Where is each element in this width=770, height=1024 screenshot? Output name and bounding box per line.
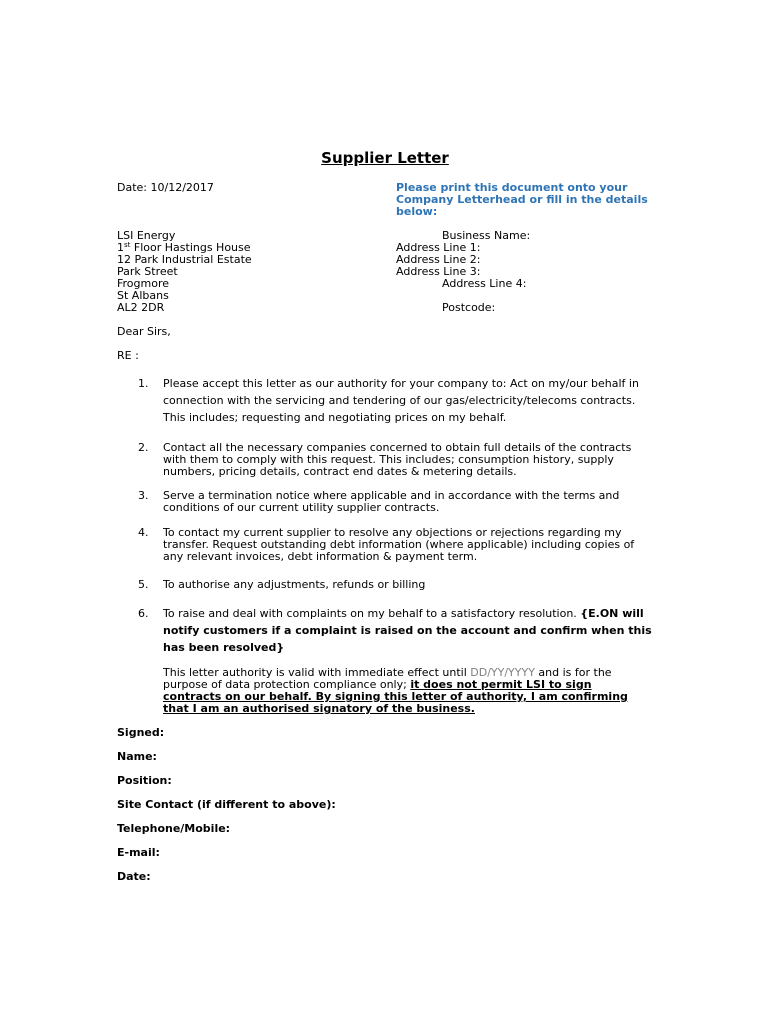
authority-text: and is for the [534,666,612,679]
address-line: 12 Park Industrial Estate [117,253,252,266]
item-line: To authorise any adjustments, refunds or billing [163,578,426,591]
position-field: Position: [117,774,172,787]
address-line: St Albans [117,289,169,302]
item-number: 5. [138,578,149,591]
name-field: Name: [117,750,157,763]
floor-rest: Floor Hastings House [130,241,251,254]
item-text [163,605,658,656]
ordinal-suffix: st [124,241,131,249]
authority-emphasis: it does not permit LSI to sign [410,678,592,691]
business-name-field: Business Name: [442,229,531,242]
item-line: Please accept this letter as our authority for your company to: Act on my/our behalf in [163,377,639,390]
date-field: Date: [117,870,151,883]
item-number: 4. [138,526,149,539]
authority-emphasis: contracts on our behalf. By signing this letter of authority, I am confirming [163,690,628,703]
telephone-field: Telephone/Mobile: [117,822,231,835]
re-line: RE : [117,349,139,362]
address-line: Frogmore [117,277,170,290]
item-line: has been resolved} [163,641,285,654]
letter-date: Date: 10/12/2017 [117,181,214,194]
item-text [163,490,658,514]
site-contact-field: Site Contact (if different to above): [117,798,336,811]
address-line-3-field: Address Line 3: [396,265,481,278]
item-number: 3. [138,489,149,502]
signed-field: Signed: [117,726,165,739]
item-line: transfer. Request outstanding debt information (where applicable) including copies of [163,538,635,551]
recipient-postcode: AL2 2DR [117,301,165,314]
item-line: Contact all the necessary companies concerned to obtain full details of the contracts [163,441,632,454]
address-line: Park Street [117,265,178,278]
item-line: any relevant invoices, debt information & payment term. [163,550,478,563]
instruction-line: Company Letterhead or fill in the details [396,193,648,206]
date-placeholder: DD/YY/YYYY [470,666,535,679]
item-text [163,442,658,478]
item-line: connection with the servicing and tendering of our gas/electricity/telecoms contracts. [163,394,636,407]
item-number: 6. [138,607,149,620]
item-line: This includes; requesting and negotiating prices on my behalf. [163,411,507,424]
item-text [163,579,658,591]
item-text [163,527,658,563]
item-line [163,605,658,622]
item-bold-text: {E.ON will [580,607,644,620]
authority-paragraph [163,667,628,715]
page-title: Supplier Letter [321,149,449,167]
recipient-name: LSI Energy [117,229,176,242]
instruction-line: Please print this document onto your [396,181,628,194]
item-line: notify customers if a complaint is raised on the account and confirm when this [163,624,652,637]
item-line: numbers, pricing details, contract end dates & metering details. [163,465,517,478]
instruction-line: below: [396,205,438,218]
item-line: conditions of our current utility supplier contracts. [163,501,440,514]
address-line-2-field: Address Line 2: [396,253,481,266]
item-text [163,375,658,426]
item-line: with them to comply with this request. This includes; consumption history, supply [163,453,614,466]
address-line-1-field: Address Line 1: [396,241,481,254]
email-field: E-mail: [117,846,160,859]
item-plain-text: To raise and deal with complaints on my behalf to a satisfactory resolution. [163,607,581,620]
recipient-address [117,230,252,314]
authority-text: This letter authority is valid with immediate effect until [163,666,471,679]
item-line: Serve a termination notice where applicable and in accordance with the terms and [163,489,620,502]
authority-text: purpose of data protection compliance only; [163,678,411,691]
item-number: 1. [138,377,149,390]
postcode-field: Postcode: [442,301,496,314]
authority-emphasis: that I am an authorised signatory of the business. [163,702,475,715]
address-line-4-field: Address Line 4: [442,277,527,290]
letterhead-instruction [396,182,648,218]
floor-number: 1 [117,241,124,254]
item-number: 2. [138,441,149,454]
item-line: To contact my current supplier to resolve any objections or rejections regarding my [163,526,622,539]
salutation: Dear Sirs, [117,325,171,338]
